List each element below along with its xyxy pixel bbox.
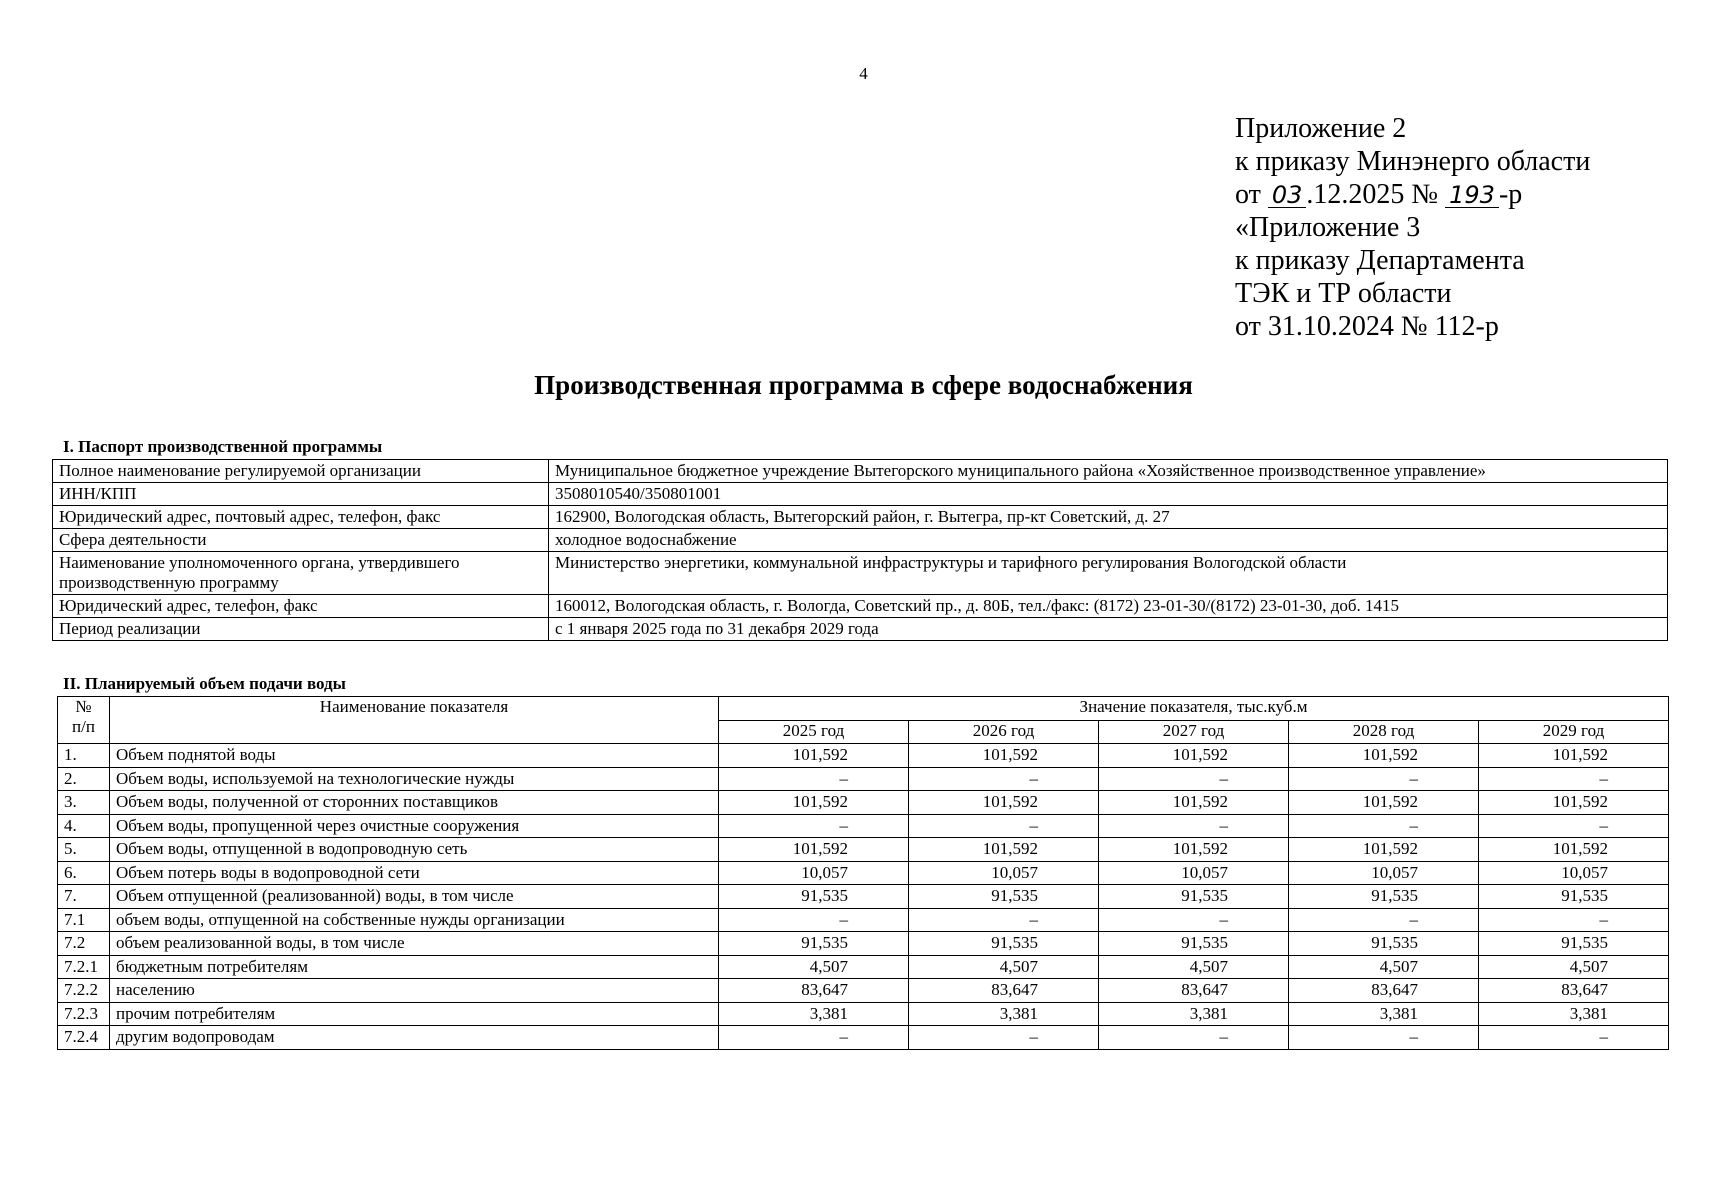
row-value: 101,592	[719, 744, 909, 768]
volume-row	[58, 814, 1669, 838]
row-number: 7.	[58, 885, 110, 909]
volume-row	[58, 791, 1669, 815]
row-value: 91,535	[909, 885, 1099, 909]
row-indicator-name: Объем воды, полученной от сторонних поставщиков	[110, 791, 719, 815]
header-indicator-name: Наименование показателя	[110, 697, 719, 744]
passport-value: 3508010540/350801001	[549, 483, 1668, 506]
row-value: 101,592	[1099, 744, 1289, 768]
row-value: –	[1099, 767, 1289, 791]
row-value: 101,592	[1289, 744, 1479, 768]
appendix-line-1: Приложение 2	[1235, 113, 1407, 144]
row-value: 83,647	[719, 979, 909, 1003]
row-value: 83,647	[1099, 979, 1289, 1003]
passport-value: 160012, Вологодская область, г. Вологда, Советский пр., д. 80Б, тел./факс: (8172) 23-01-30/(8172) 23-01-30, доб. 1415	[549, 595, 1668, 618]
header-year: 2025 год	[719, 720, 909, 744]
passport-label: Юридический адрес, почтовый адрес, телефон, факс	[53, 506, 549, 529]
passport-row	[53, 618, 1668, 641]
row-value: 101,592	[719, 838, 909, 862]
row-value: –	[1289, 908, 1479, 932]
row-value: 3,381	[909, 1002, 1099, 1026]
row-indicator-name: Объем потерь воды в водопроводной сети	[110, 861, 719, 885]
row-number: 7.2.4	[58, 1026, 110, 1050]
header-number: № п/п	[58, 697, 110, 744]
header-year: 2026 год	[909, 720, 1099, 744]
appendix-line-4: «Приложение 3	[1235, 212, 1421, 243]
row-indicator-name: Объем поднятой воды	[110, 744, 719, 768]
row-value: 4,507	[1289, 955, 1479, 979]
row-value: 10,057	[909, 861, 1099, 885]
row-value: 91,535	[1099, 885, 1289, 909]
order-suffix: -р	[1498, 179, 1523, 210]
row-value: 101,592	[1479, 791, 1669, 815]
row-value: 101,592	[719, 791, 909, 815]
row-value: 3,381	[719, 1002, 909, 1026]
row-indicator-name: прочим потребителям	[110, 1002, 719, 1026]
row-value: –	[719, 1026, 909, 1050]
passport-label: Полное наименование регулируемой организации	[53, 460, 549, 483]
volume-table	[57, 696, 1669, 1050]
passport-row	[53, 483, 1668, 506]
row-value: –	[1479, 814, 1669, 838]
row-value: 101,592	[1479, 744, 1669, 768]
volume-row	[58, 955, 1669, 979]
row-number: 7.2.1	[58, 955, 110, 979]
row-value: 83,647	[1479, 979, 1669, 1003]
row-value: 91,535	[909, 932, 1099, 956]
row-value: –	[1099, 814, 1289, 838]
passport-value: холодное водоснабжение	[549, 529, 1668, 552]
volume-header-row	[58, 697, 1669, 721]
row-value: 91,535	[1479, 932, 1669, 956]
volume-row	[58, 908, 1669, 932]
handwritten-day: 03	[1268, 183, 1307, 208]
header-value-group: Значение показателя, тыс.куб.м	[719, 697, 1669, 721]
row-value: 91,535	[1289, 885, 1479, 909]
appendix-line-7: от 31.10.2024 № 112-р	[1235, 311, 1499, 342]
row-value: –	[1479, 908, 1669, 932]
volume-row	[58, 1002, 1669, 1026]
passport-label: Период реализации	[53, 618, 549, 641]
row-value: –	[719, 767, 909, 791]
row-value: 91,535	[1289, 932, 1479, 956]
appendix-line-2: к приказу Минэнерго области	[1235, 146, 1591, 177]
date-prefix: от	[1235, 179, 1261, 210]
row-value: 91,535	[719, 885, 909, 909]
row-value: 10,057	[719, 861, 909, 885]
row-value: –	[719, 814, 909, 838]
header-year: 2028 год	[1289, 720, 1479, 744]
row-value: –	[909, 767, 1099, 791]
volume-row	[58, 838, 1669, 862]
row-value: 91,535	[1099, 932, 1289, 956]
passport-value: Министерство энергетики, коммунальной инфраструктуры и тарифного регулирования Вологодской области	[549, 552, 1668, 595]
row-value: 3,381	[1289, 1002, 1479, 1026]
appendix-line-6: ТЭК и ТР области	[1235, 278, 1452, 309]
row-number: 1.	[58, 744, 110, 768]
row-value: –	[719, 908, 909, 932]
volume-section-title: II. Планируемый объем подачи воды	[63, 674, 346, 693]
row-value: –	[909, 1026, 1099, 1050]
row-number: 7.2	[58, 932, 110, 956]
row-value: 10,057	[1479, 861, 1669, 885]
row-value: 4,507	[719, 955, 909, 979]
document-title: Производственная программа в сфере водоснабжения	[534, 370, 1193, 400]
row-value: –	[1289, 1026, 1479, 1050]
row-number: 5.	[58, 838, 110, 862]
passport-value: с 1 января 2025 года по 31 декабря 2029 года	[549, 618, 1668, 641]
row-value: 83,647	[909, 979, 1099, 1003]
row-indicator-name: Объем воды, отпущенной в водопроводную сеть	[110, 838, 719, 862]
passport-row	[53, 552, 1668, 595]
row-value: 91,535	[719, 932, 909, 956]
volume-row	[58, 744, 1669, 768]
appendix-line-5: к приказу Департамента	[1235, 245, 1525, 276]
row-value: 10,057	[1289, 861, 1479, 885]
passport-label: ИНН/КПП	[53, 483, 549, 506]
row-value: –	[909, 814, 1099, 838]
row-value: 83,647	[1289, 979, 1479, 1003]
row-value: –	[1099, 1026, 1289, 1050]
row-value: –	[1479, 1026, 1669, 1050]
volume-row	[58, 861, 1669, 885]
passport-label: Юридический адрес, телефон, факс	[53, 595, 549, 618]
passport-table	[52, 459, 1668, 641]
appendix-block	[1235, 112, 1590, 343]
passport-row	[53, 595, 1668, 618]
row-number: 7.2.2	[58, 979, 110, 1003]
volume-row	[58, 932, 1669, 956]
passport-row	[53, 460, 1668, 483]
passport-value: 162900, Вологодская область, Вытегорский район, г. Вытегра, пр-кт Советский, д. 27	[549, 506, 1668, 529]
row-number: 7.2.3	[58, 1002, 110, 1026]
row-number: 4.	[58, 814, 110, 838]
row-value: –	[1479, 767, 1669, 791]
row-value: –	[1099, 908, 1289, 932]
row-value: 4,507	[1099, 955, 1289, 979]
row-indicator-name: Объем отпущенной (реализованной) воды, в том числе	[110, 885, 719, 909]
row-value: 101,592	[909, 838, 1099, 862]
row-value: –	[909, 908, 1099, 932]
passport-section-title: I. Паспорт производственной программы	[63, 437, 383, 456]
passport-row	[53, 529, 1668, 552]
row-value: 101,592	[1289, 791, 1479, 815]
row-value: 101,592	[1289, 838, 1479, 862]
row-indicator-name: Объем воды, используемой на технологические нужды	[110, 767, 719, 791]
volume-row	[58, 979, 1669, 1003]
volume-row	[58, 1026, 1669, 1050]
row-value: 101,592	[1479, 838, 1669, 862]
row-value: 4,507	[1479, 955, 1669, 979]
row-value: –	[1289, 767, 1479, 791]
row-number: 3.	[58, 791, 110, 815]
page-number: 4	[859, 64, 868, 83]
handwritten-order-number: 193	[1445, 183, 1499, 208]
passport-label: Сфера деятельности	[53, 529, 549, 552]
row-indicator-name: объем реализованной воды, в том числе	[110, 932, 719, 956]
passport-row	[53, 506, 1668, 529]
row-indicator-name: Объем воды, пропущенной через очистные сооружения	[110, 814, 719, 838]
row-value: 101,592	[1099, 838, 1289, 862]
row-number: 7.1	[58, 908, 110, 932]
row-indicator-name: бюджетным потребителям	[110, 955, 719, 979]
row-value: 101,592	[909, 791, 1099, 815]
row-value: 10,057	[1099, 861, 1289, 885]
row-value: 101,592	[909, 744, 1099, 768]
row-indicator-name: населению	[110, 979, 719, 1003]
row-value: –	[1289, 814, 1479, 838]
row-number: 2.	[58, 767, 110, 791]
row-number: 6.	[58, 861, 110, 885]
volume-row	[58, 885, 1669, 909]
volume-row	[58, 767, 1669, 791]
passport-value: Муниципальное бюджетное учреждение Вытегорского муниципального района «Хозяйственное производственное управление»	[549, 460, 1668, 483]
row-value: 4,507	[909, 955, 1099, 979]
row-indicator-name: объем воды, отпущенной на собственные нужды организации	[110, 908, 719, 932]
appendix-date-line	[1235, 178, 1590, 211]
row-value: 91,535	[1479, 885, 1669, 909]
row-value: 3,381	[1099, 1002, 1289, 1026]
date-rest: .12.2025 №	[1306, 179, 1439, 210]
row-value: 3,381	[1479, 1002, 1669, 1026]
header-year: 2029 год	[1479, 720, 1669, 744]
passport-label: Наименование уполномоченного органа, утвердившего производственную программу	[53, 552, 549, 595]
header-year: 2027 год	[1099, 720, 1289, 744]
row-indicator-name: другим водопроводам	[110, 1026, 719, 1050]
row-value: 101,592	[1099, 791, 1289, 815]
